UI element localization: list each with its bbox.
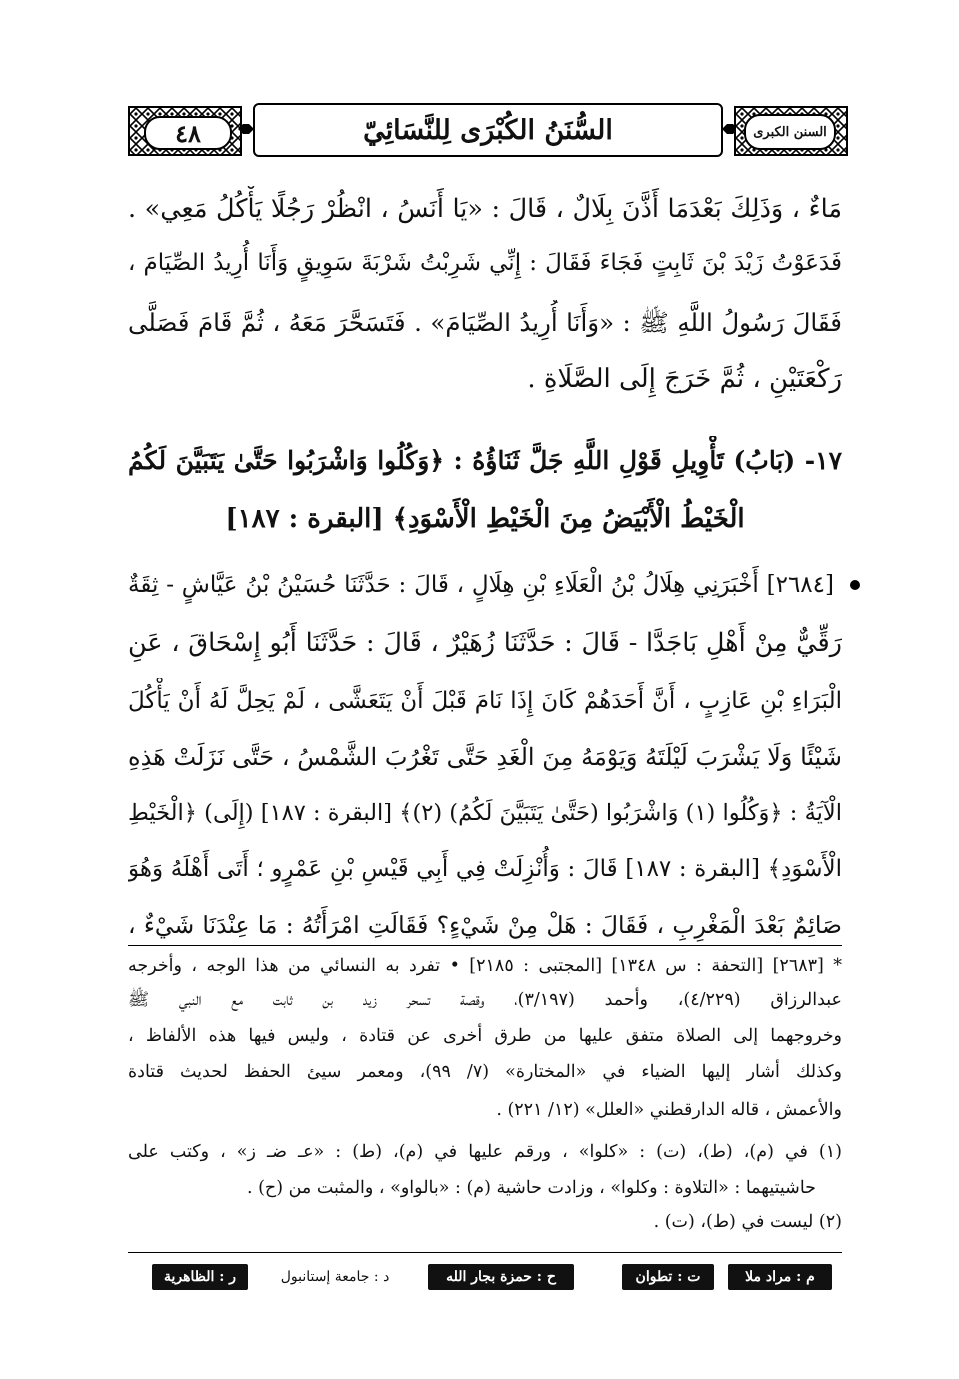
footnote-line: حاشيتيهما : «التلاوة : وكلوا» ، وزادت حاشية (م) : «بالواو» ، والمثبت من (ح) . (246, 1178, 816, 1198)
book-seal: السنن الكبرى (744, 114, 836, 150)
footnote-line: (١) في (م)، (ط)، (ت) : «كلوا» ، ورقم عليها في (م)، (ط) : «عـ ضـ ز» ، وكتب على (128, 1142, 842, 1162)
takhrij-line: وكذلك أشار إليها الضياء في «المختارة» (٧/ ٩٩)، ومعمر سيئ الحفظ لحديث قتادة (128, 1062, 842, 1082)
text-line: مَاءٌ ، وَذَلِكَ بَعْدَمَا أَذَّنَ بِلَالٌ ، قَالَ : «يَا أَنَسُ ، انْظُرْ رَجُلًا يَأْكُلُ مَعِي» . (128, 194, 842, 224)
takhrij-line: وخروجهما إلى الصلاة متفق عليها من طرق أخرى عن قتادة ، وليس فيها هذه الألفاظ ، (128, 1026, 842, 1046)
hadith-line: رَقِّيٌّ مِنْ أَهْلِ بَاجَدَّا - قَالَ : حَدَّثَنَا زُهَيْرٌ ، قَالَ : حَدَّثَنَا أَبُو إِسْحَاقَ ، عَنِ (128, 628, 842, 658)
book-title: السُّنَنُ الكُبْرَى لِلنَّسَائِيّ (363, 114, 613, 146)
text-line: رَكْعَتَيْنِ ، ثُمَّ خَرَجَ إِلَى الصَّلَاةِ . (527, 364, 842, 394)
manuscript-siglum: م : مراد ملا (728, 1264, 832, 1290)
hadith-line: شَيْئًا وَلَا يَشْرَبَ لَيْلَتَهُ وَيَوْمَهُ مِنَ الْغَدِ حَتَّى تَغْرُبَ الشَّمْسُ ، حَتَّى نَزَلَتْ هَذِهِ (128, 743, 842, 771)
takhrij-line: عبدالرزاق (٤/٢٢٩)، وأحمد (٣/١٩٧)، وقصة تسحر زيد بن ثابت مع النبي ﷺ (128, 990, 842, 1010)
text-line: فَدَعَوْتُ زَيْدَ بْنَ ثَابِتٍ فَجَاءَ فَقَالَ : إِنِّي شَرِبْتُ شَرْبَةَ سَوِيقٍ وَأَنَا أُرِيدُ الصِّيَامَ ، (128, 250, 842, 276)
takhrij-line: * [٢٦٨٣] [التحفة : س ١٣٤٨] [المجتبى : ٢١٨٥] • تفرد به النسائي من هذا الوجه ، وأخرجه (128, 956, 842, 976)
manuscript-siglum: د : جامعة إستانبول (280, 1269, 390, 1285)
hadith-line: الْأَسْوَدِ﴾ [البقرة : ١٨٧] قَالَ : وَأُنْزِلَتْ فِي أَبِي قَيْسِ بْنِ عَمْرٍو ؛ أَتَى أَهْلَهُ وَهُوَ (128, 856, 842, 882)
footnote-separator (128, 945, 842, 946)
hadith-line: الْآيَةُ : ﴿وَكُلُوا (١) وَاشْرَبُوا (حَتَّىٰ يَتَبَيَّنَ لَكُمُ) (٢)﴾ [البقرة : ١٨٧] (إِلَى) ﴿الْخَيْطِ (128, 800, 842, 826)
header-ornament-left (128, 106, 242, 156)
manuscript-siglum: ت : تطوان (622, 1264, 714, 1290)
page-number: ٤٨ (144, 116, 232, 150)
page-header (128, 100, 848, 158)
text-line: فَقَالَ رَسُولُ اللَّهِ ﷺ : «وَأَنَا أُرِيدُ الصِّيَامَ» . فَتَسَحَّرَ مَعَهُ ، ثُمَّ قَامَ فَصَلَّى (128, 308, 842, 337)
bullet-icon (850, 580, 860, 590)
book-title-frame (253, 103, 723, 157)
chapter-heading-line: ١٧- (بَابُ) تَأْوِيلِ قَوْلِ اللَّهِ جَلَّ ثَنَاؤُهُ : ﴿وَكُلُوا وَاشْرَبُوا حَتَّىٰ يَتَبَيَّنَ لَكُمُ (128, 446, 842, 475)
sigla-separator (128, 1252, 842, 1253)
takhrij-line: والأعمش ، قاله الدارقطني «العلل» (١٢/ ٢٢١) . (496, 1100, 842, 1120)
header-ornament-right (734, 106, 848, 156)
chapter-heading-line: الْخَيْطُ الْأَبْيَضُ مِنَ الْخَيْطِ الْأَسْوَدِ﴾ [البقرة : ١٨٧] (225, 504, 745, 534)
manuscript-siglum: ر : الظاهرية (152, 1264, 248, 1290)
hadith-line: [٢٦٨٤] أَخْبَرَنِي هِلَالُ بْنُ الْعَلَاءِ بْنِ هِلَالٍ ، قَالَ : حَدَّثَنَا حُسَيْنُ بْنُ عَيَّاشٍ - ثِقَةٌ (128, 572, 834, 598)
manuscript-siglum: ح : حمزة بجار الله (428, 1264, 574, 1290)
connector-icon (238, 124, 254, 134)
hadith-line: الْبَرَاءِ بْنِ عَازِبٍ ، أَنَّ أَحَدَهُمْ كَانَ إِذَا نَامَ قَبْلَ أَنْ يَتَعَشَّى ، لَمْ يَحِلَّ لَهُ أَنْ يَأْكُلَ (128, 688, 842, 714)
footnote-line: (٢) ليست في (ط)، (ت) . (653, 1212, 842, 1232)
hadith-line: صَائِمٌ بَعْدَ الْمَغْرِبِ ، فَقَالَ : هَلْ مِنْ شَيْءٍ؟ فَقَالَتِ امْرَأَتُهُ : مَا عِنْدَنَا شَيْءٌ ، (128, 911, 842, 939)
